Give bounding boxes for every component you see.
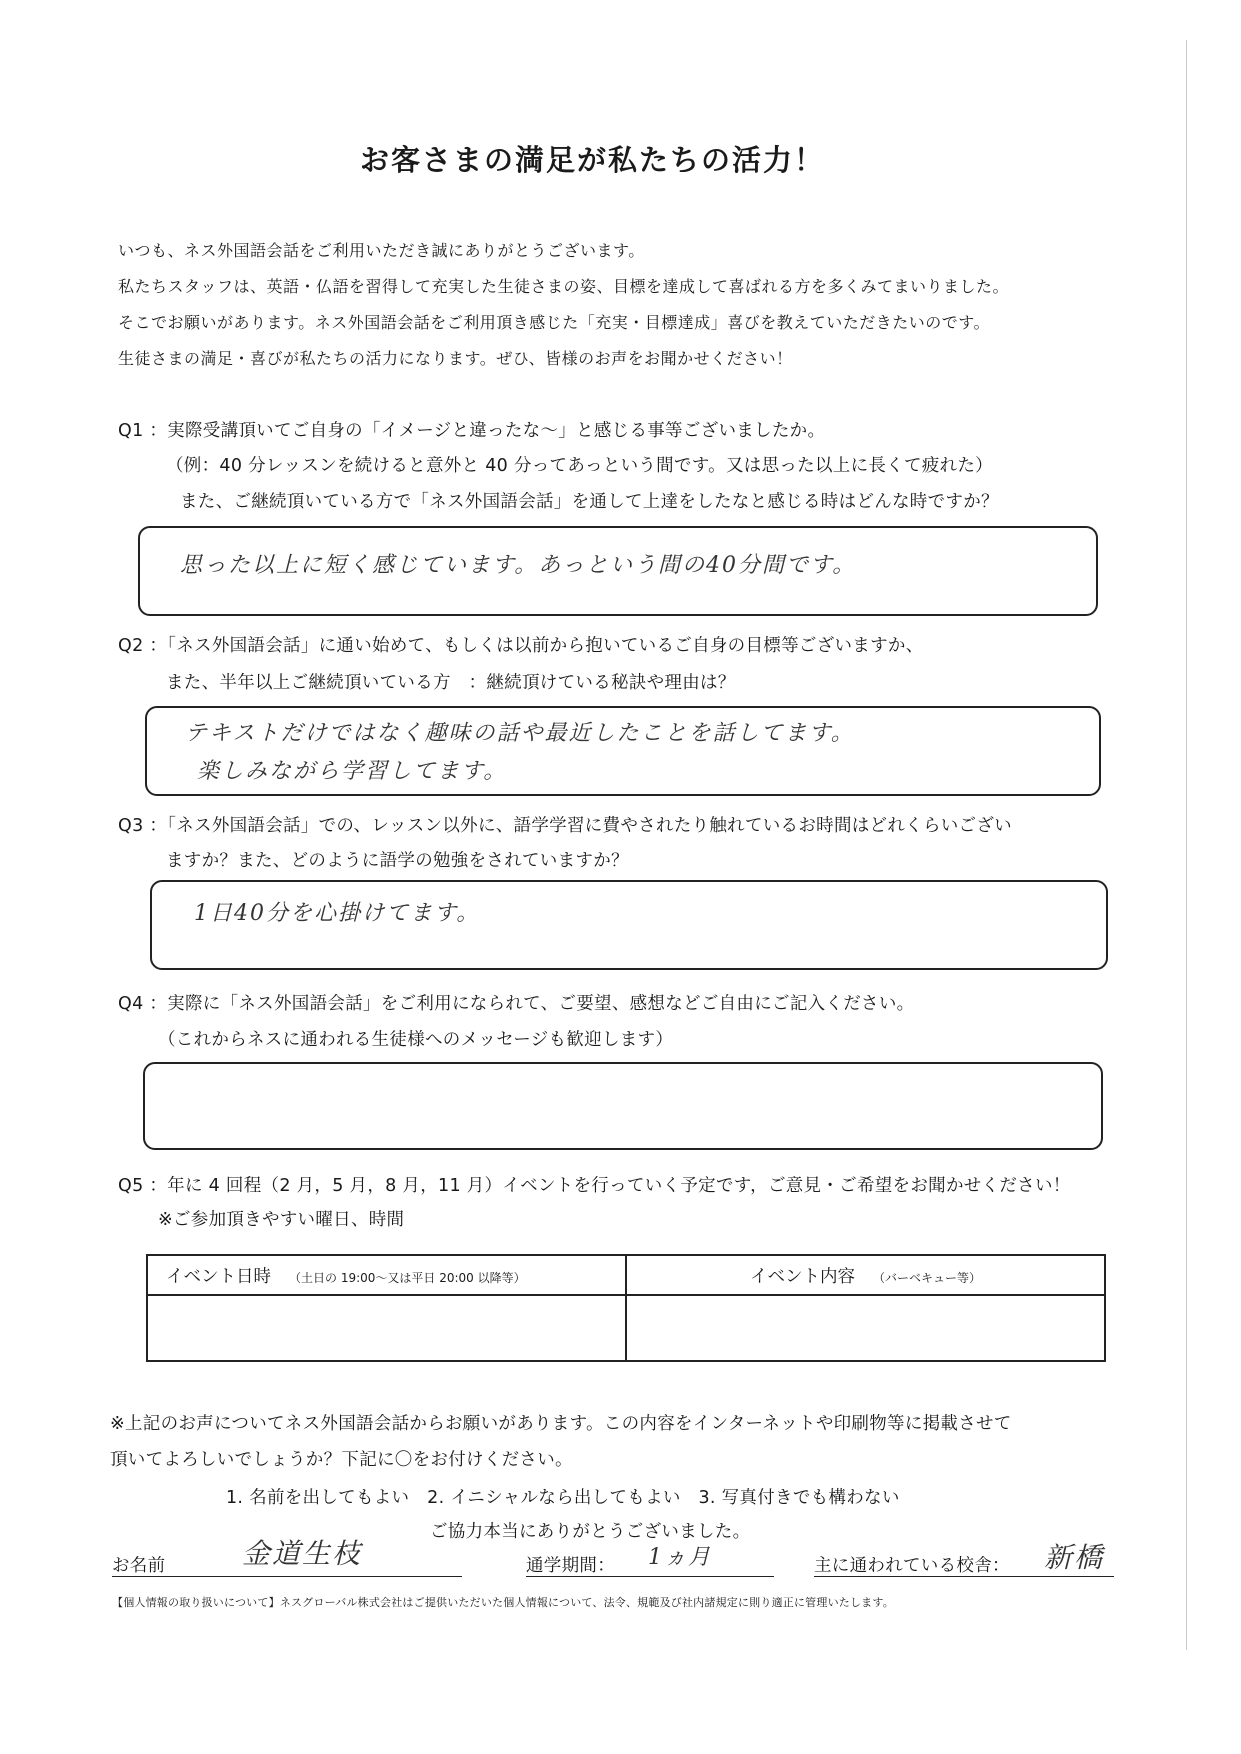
- q3-answer-box[interactable]: [150, 880, 1108, 970]
- q2-answer-line-2: 楽しみながら学習してます。: [197, 759, 508, 784]
- page-edge-line: [1186, 40, 1187, 1650]
- event-table: [146, 1254, 1106, 1362]
- privacy-notice: 【個人情報の取り扱いについて】ネスグローバル株式会社はご提供いただいた個人情報について、法令、規範及び社内諸規定に則り適正に管理いたします。: [112, 1596, 894, 1609]
- event-datetime-cell[interactable]: [147, 1295, 626, 1361]
- event-content-note: （バーベキュー等）: [872, 1270, 981, 1285]
- period-label: 通学期間：: [526, 1556, 615, 1576]
- q2-followup: また、半年以上ご継続頂いている方 ：継続頂けている秘訣や理由は？: [166, 673, 736, 693]
- event-content-header: [626, 1255, 1105, 1295]
- q1-followup: また、ご継続頂いている方で「ネス外国語会話」を通して上達をしたなと感じる時はどんな時ですか？: [180, 492, 999, 512]
- q1-example: （例：40 分レッスンを続けると意外と 40 分ってあっという間です。又は思った以上に長くて疲れた）: [166, 456, 993, 476]
- thanks-message: ご協力本当にありがとうございました。: [430, 1522, 751, 1542]
- school-underline: [814, 1576, 1114, 1577]
- q5-note: ※ご参加頂きやすい曜日、時間: [158, 1210, 405, 1230]
- q3-followup: ますか？また、どのように語学の勉強をされていますか？: [166, 851, 629, 871]
- consent-options[interactable]: 1. 名前を出してもよい 2. イニシャルなら出してもよい 3. 写真付きでも構わない: [226, 1488, 900, 1508]
- event-datetime-note: （土日の 19:00～又は平日 20:00 以降等）: [289, 1270, 526, 1285]
- event-datetime-header: [147, 1255, 626, 1295]
- q3-question: Q3 ：「ネス外国語会話」での、レッスン以外に、語学学習に費やされたり触れているお時間はどれくらいござい: [118, 816, 1012, 836]
- intro-line-3: そこでお願いがあります。ネス外国語会話をご利用頂き感じた「充実・目標達成」喜びを教えていただきたいのです。: [118, 313, 990, 332]
- school-value: 新橋: [1044, 1541, 1105, 1574]
- q4-answer-box[interactable]: [143, 1062, 1103, 1150]
- q2-answer-box[interactable]: [145, 706, 1101, 796]
- period-underline: [526, 1576, 774, 1577]
- event-table-row: [147, 1295, 1105, 1361]
- name-underline: [112, 1576, 462, 1577]
- name-value: 金道生枝: [242, 1537, 363, 1570]
- q1-question: Q1 ：実際受講頂いてご自身の「イメージと違ったな～」と感じる事等ございましたか。: [118, 421, 826, 441]
- event-table-header: [147, 1255, 1105, 1295]
- q2-question: Q2 ：「ネス外国語会話」に通い始めて、もしくは以前から抱いているご自身の目標等ございますか、: [118, 636, 924, 656]
- q2-answer-line-1: テキストだけではなく趣味の話や最近したことを話してます。: [185, 721, 855, 746]
- event-content-cell[interactable]: [626, 1295, 1105, 1361]
- consent-line-2: 頂いてよろしいでしょうか？下記に〇をお付けください。: [110, 1450, 573, 1470]
- consent-line-1: ※上記のお声についてネス外国語会話からお願いがあります。この内容をインターネットや印刷物等に掲載させて: [110, 1414, 1012, 1434]
- q5-question: Q5 ：年に 4 回程（2 月，5 月，8 月，11 月）イベントを行っていく予定です，ご意見・ご希望をお聞かせください！: [118, 1176, 1071, 1196]
- q4-followup: （これからネスに通われる生徒様へのメッセージも歓迎します）: [158, 1030, 674, 1050]
- q3-answer: 1日40分を心掛けてます。: [194, 901, 481, 926]
- event-content-label: イベント内容: [749, 1266, 855, 1287]
- school-label: 主に通われている校舎：: [814, 1556, 1010, 1576]
- name-label: お名前: [112, 1556, 166, 1576]
- q1-answer: 思った以上に短く感じています。あっという間の40分間です。: [180, 553, 857, 578]
- period-value: 1ヵ月: [648, 1545, 712, 1570]
- intro-line-2: 私たちスタッフは、英語・仏語を習得して充実した生徒さまの姿、目標を達成して喜ばれる方を多くみてまいりました。: [118, 277, 1010, 296]
- page-title: お客さまの満足が私たちの活力！: [360, 143, 826, 177]
- event-datetime-label: イベント日時: [166, 1266, 271, 1287]
- intro-line-4: 生徒さまの満足・喜びが私たちの活力になります。ぜひ、皆様のお声をお聞かせください！: [118, 349, 793, 368]
- q4-question: Q4 ：実際に「ネス外国語会話」をご利用になられて、ご要望、感想などご自由にご記入ください。: [118, 994, 915, 1014]
- intro-line-1: いつも、ネス外国語会話をご利用いただき誠にありがとうございます。: [118, 241, 645, 260]
- q1-answer-box[interactable]: [138, 526, 1098, 616]
